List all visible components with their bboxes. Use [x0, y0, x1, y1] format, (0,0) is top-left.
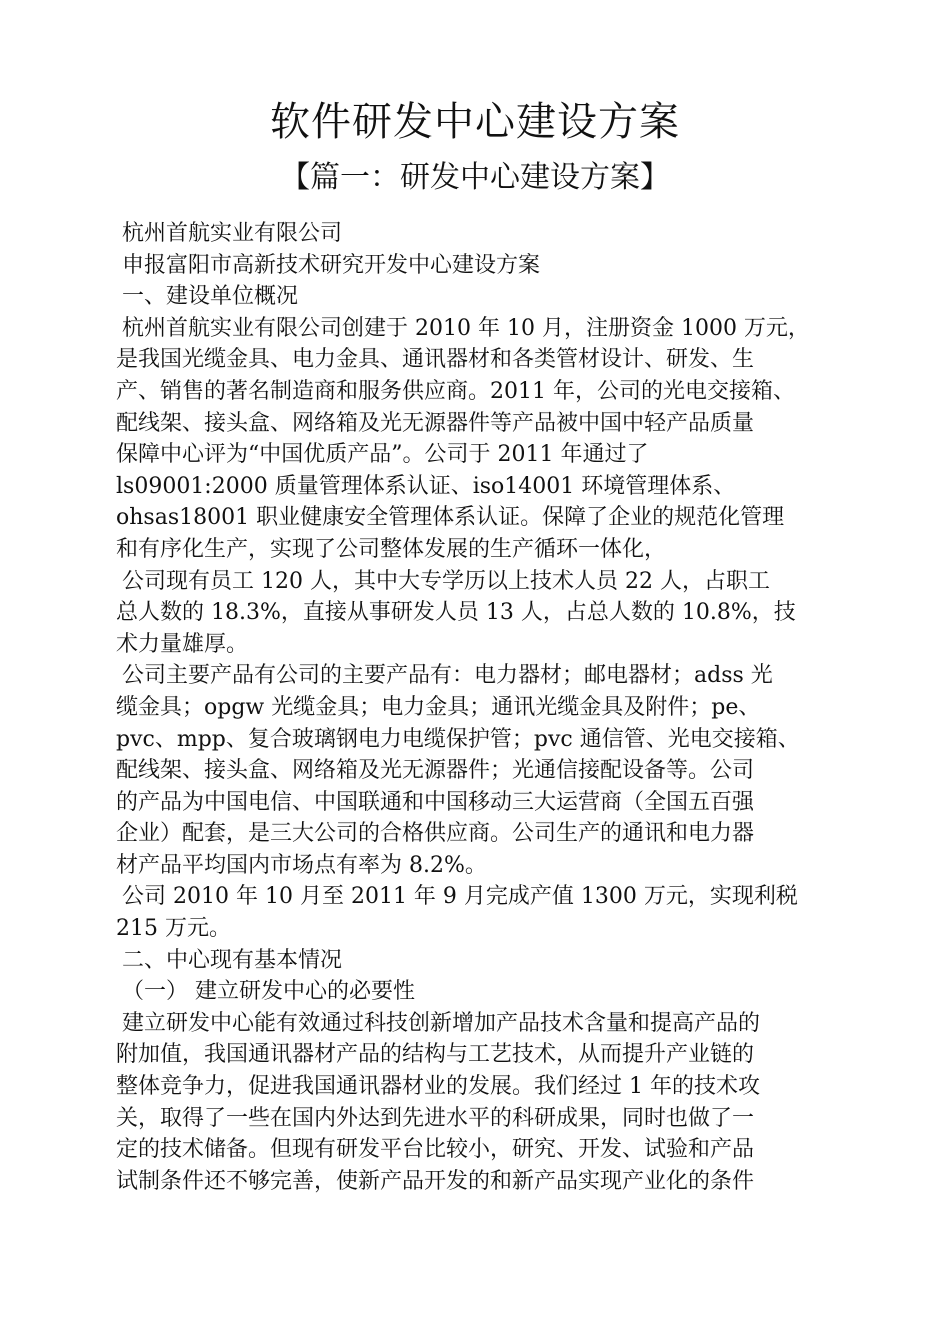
text-line: 杭州首航实业有限公司创建于 2010 年 10 月，注册资金 1000 万元，	[122, 315, 810, 341]
text-line: 定的技术储备。但现有研发平台比较小，研究、开发、试验和产品	[116, 1137, 755, 1163]
text-line: 关，取得了一些在国内外达到先进水平的科研成果，同时也做了一	[116, 1105, 755, 1131]
text-line: 的产品为中国电信、中国联通和中国移动三大运营商（全国五百强	[116, 789, 755, 815]
text-line: 公司 2010 年 10 月至 2011 年 9 月完成产值 1300 万元，实现利税	[122, 884, 798, 910]
text-line: 整体竞争力，促进我国通讯器材业的发展。我们经过 1 年的技术攻	[116, 1074, 760, 1100]
text-line: 一、建设单位概况	[122, 284, 299, 310]
text-line: 配线架、接头盒、网络箱及光无源器件等产品被中国中轻产品质量	[116, 410, 755, 436]
text-line: 保障中心评为“中国优质产品”。公司于 2011 年通过了	[116, 442, 649, 468]
text-line: 公司主要产品有公司的主要产品有：电力器材；邮电器材；adss 光	[122, 663, 773, 689]
text-line: 配线架、接头盒、网络箱及光无源器件；光通信接配设备等。公司	[116, 758, 755, 784]
text-line: 产、销售的著名制造商和服务供应商。2011 年，公司的光电交接箱、	[116, 378, 795, 404]
text-line: 建立研发中心能有效通过科技创新增加产品技术含量和提高产品的	[122, 1010, 761, 1036]
text-line: 杭州首航实业有限公司	[122, 221, 343, 246]
text-line: 公司现有员工 120 人，其中大专学历以上技术人员 22 人，占职工	[122, 568, 770, 594]
text-line: 215 万元。	[116, 916, 231, 942]
text-line: （一） 建立研发中心的必要性	[122, 979, 415, 1005]
document-subtitle: 【篇一：研发中心建设方案】	[280, 160, 670, 195]
document-title: 软件研发中心建设方案	[270, 99, 680, 145]
text-line: ohsas18001 职业健康安全管理体系认证。保障了企业的规范化管理	[116, 505, 785, 531]
text-line: 企业）配套，是三大公司的合格供应商。公司生产的通讯和电力器	[116, 821, 755, 847]
text-line: 是我国光缆金具、电力金具、通讯器材和各类管材设计、研发、生	[116, 347, 755, 373]
text-line: 申报富阳市高新技术研究开发中心建设方案	[122, 252, 541, 278]
text-line: 二、中心现有基本情况	[122, 947, 343, 973]
text-line: 试制条件还不够完善，使新产品开发的和新产品实现产业化的条件	[116, 1168, 755, 1194]
text-line: 材产品平均国内市场点有率为 8.2%。	[116, 852, 487, 878]
text-line: 和有序化生产，实现了公司整体发展的生产循环一体化，	[116, 536, 667, 562]
text-line: 术力量雄厚。	[116, 631, 249, 657]
text-line: 缆金具；opgw 光缆金具；电力金具；通讯光缆金具及附件；pe、	[116, 694, 761, 720]
text-line: 附加值，我国通讯器材产品的结构与工艺技术，从而提升产业链的	[116, 1042, 755, 1068]
text-line: ls09001:2000 质量管理体系认证、iso14001 环境管理体系、	[116, 473, 736, 499]
text-line: 总人数的 18.3%，直接从事研发人员 13 人，占总人数的 10.8%，技	[116, 600, 796, 626]
document-body	[116, 218, 876, 1197]
text-line: pvc、mpp、复合玻璃钢电力电缆保护管；pvc 通信管、光电交接箱、	[116, 726, 800, 752]
